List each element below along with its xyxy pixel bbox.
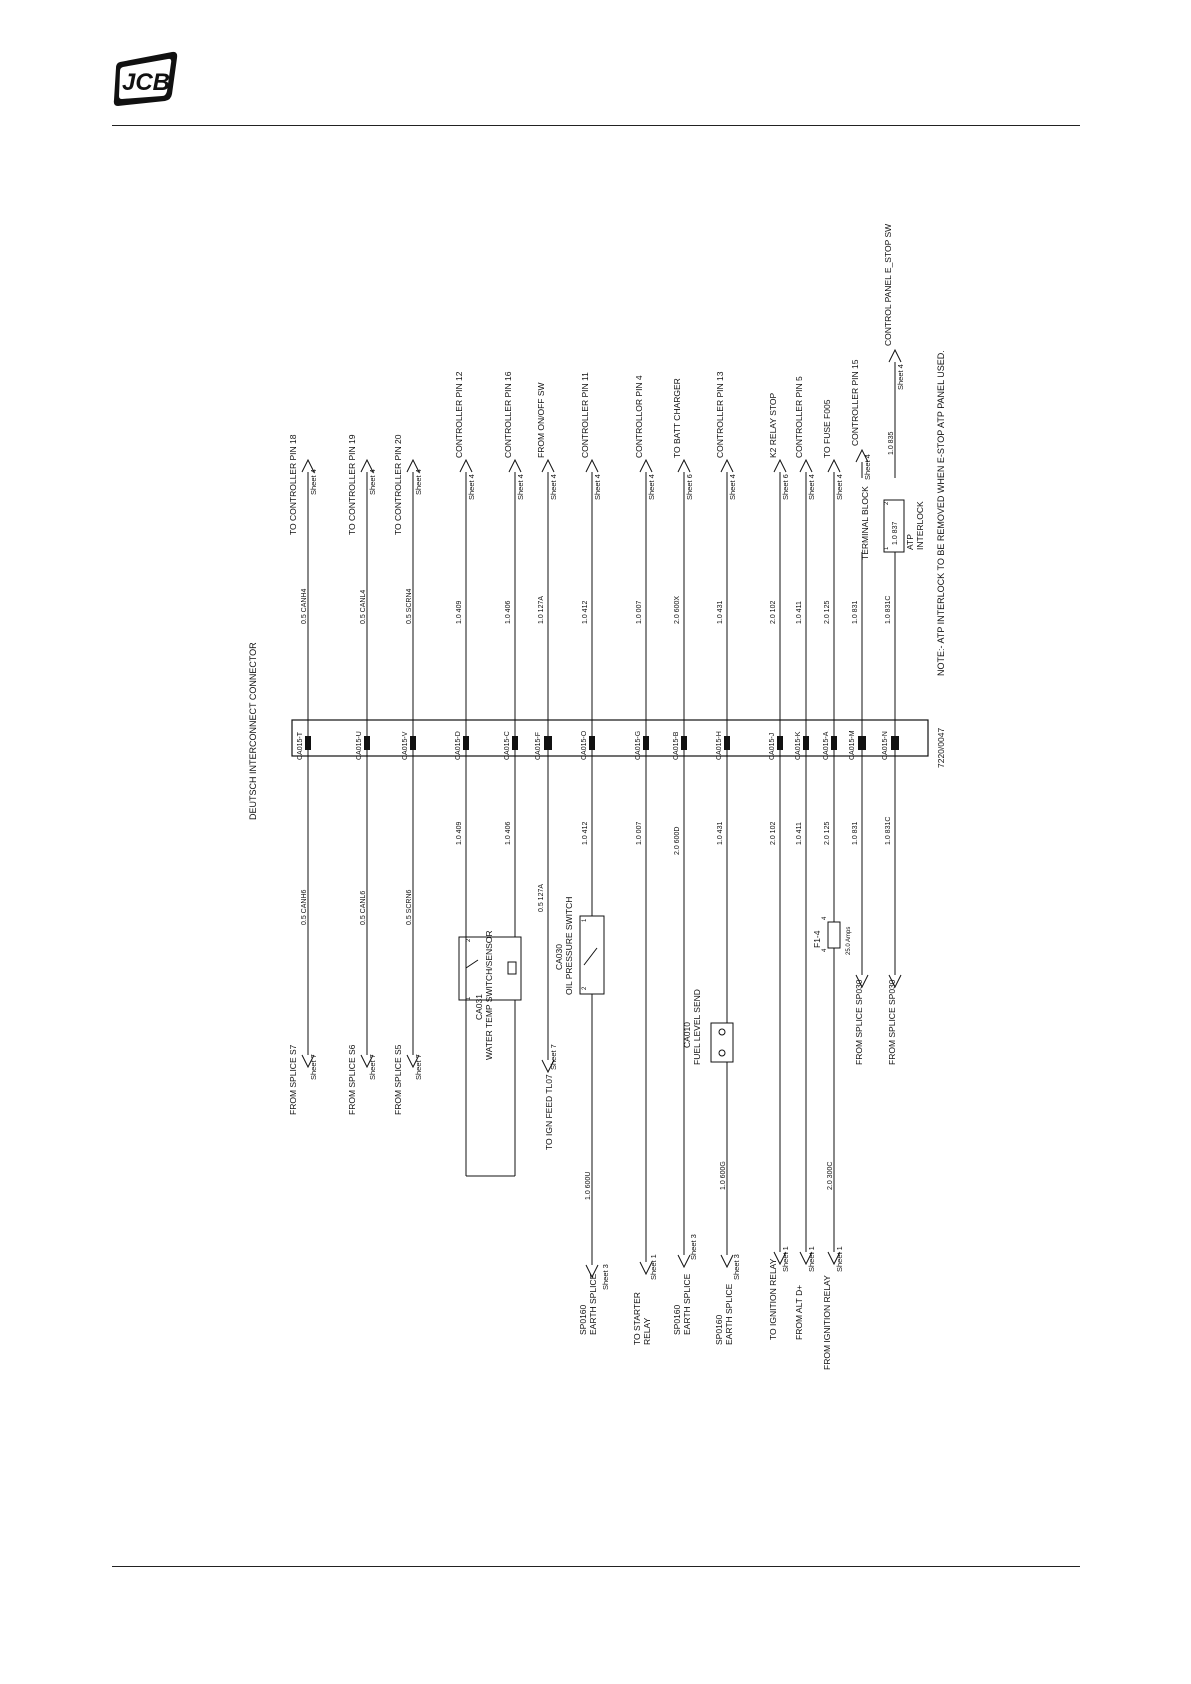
arrow-up-icon (678, 460, 690, 472)
destination-label: FROM ON/OFF SW (536, 382, 546, 458)
wire-label: 1.0 412 (582, 821, 589, 845)
component-name: FUEL LEVEL SEND (692, 989, 702, 1065)
wire-label: 1.0 406 (505, 821, 512, 845)
sheet-ref: Sheet 4 (835, 474, 844, 500)
wire-label: 0.5 CANL4 (360, 589, 367, 624)
component-id: CA030 (554, 944, 564, 970)
wire-label: 1.0 431 (717, 600, 724, 624)
destination-label: TO FUSE F005 (822, 399, 832, 458)
arrow-up-icon (460, 460, 472, 472)
wire-label: 2.0 102 (770, 821, 777, 845)
component-name: OIL PRESSURE SWITCH (564, 896, 574, 995)
wire-label: 1.0 412 (582, 600, 589, 624)
pin-label: CA015-K (795, 731, 802, 760)
sheet-ref: Sheet 4 (647, 474, 656, 500)
terminal-number: 1 (582, 918, 588, 922)
wire-label: 0.5 SCRN4 (406, 588, 413, 624)
pin-marker (544, 736, 552, 750)
pin-label: CA015-N (882, 731, 889, 760)
connector-title: DEUTSCH INTERCONNECT CONNECTOR (248, 642, 258, 820)
atp-label: ATP (905, 534, 915, 550)
source-label: SP0160 (578, 1304, 588, 1335)
source-label: FROM SPLICE S6 (347, 1044, 357, 1115)
source-label: RELAY (642, 1317, 652, 1345)
source-label: SP0160 (714, 1314, 724, 1345)
pin-label: CA015-U (356, 731, 363, 760)
sheet-ref: Sheet 3 (601, 1264, 610, 1290)
pin-marker (589, 736, 595, 750)
arrow-up-icon (640, 460, 652, 472)
arrow-up-icon (542, 460, 554, 472)
terminal-number: 1 (884, 546, 890, 550)
sheet-ref: Sheet 1 (835, 1246, 844, 1272)
source-label: FROM SPLICE S7 (288, 1044, 298, 1115)
sheet-ref: Sheet 4 (309, 469, 318, 495)
terminal-number: 1 (466, 996, 472, 1000)
wire-label: 2.0 600X (674, 595, 681, 624)
pin-marker (681, 736, 687, 750)
sheet-ref: Sheet 4 (516, 474, 525, 500)
sheet-ref: Sheet 7 (309, 1054, 318, 1080)
pin-marker (305, 736, 311, 750)
destination-label: CONTROLLOR PIN 4 (634, 375, 644, 458)
wire-label: 2.0 102 (770, 600, 777, 624)
terminal-icon (719, 1050, 725, 1056)
sheet-ref: Sheet 7 (368, 1054, 377, 1080)
resistor-icon (508, 962, 516, 974)
wire-label: 0.5 CANH6 (301, 889, 308, 925)
wire-label: 0.5 CANH4 (301, 588, 308, 624)
destination-label: CONTROLLER PIN 5 (794, 376, 804, 458)
pin-label: CA015-C (504, 731, 511, 760)
logo-text: JCB (121, 69, 171, 96)
terminal-number: 4 (822, 948, 828, 952)
wire-label: 2.0 125 (824, 821, 831, 845)
wire-label: 1.0 831 (852, 600, 859, 624)
fuse-icon (828, 922, 840, 948)
sheet-ref: Sheet 4 (593, 474, 602, 500)
wire-label: 1.0 406 (505, 600, 512, 624)
terminal-number: 2 (582, 986, 588, 990)
sheet-ref: Sheet 4 (414, 469, 423, 495)
source-label: FROM SPLICE S5 (393, 1044, 403, 1115)
arrow-up-icon (828, 460, 840, 472)
wire-label: 1.0 007 (636, 821, 643, 845)
source-label: TO IGNITION RELAY (768, 1258, 778, 1340)
wire-label: 1.0 411 (796, 822, 803, 845)
sheet-ref: Sheet 6 (685, 474, 694, 500)
wire-label: 1.0 837 (892, 521, 899, 545)
pin-label: CA015-O (581, 730, 588, 760)
pin-marker (858, 736, 866, 750)
arrow-up-icon (800, 460, 812, 472)
destination-label: CONTROLLER PIN 15 (850, 359, 860, 446)
sheet-ref: Sheet 1 (781, 1246, 790, 1272)
wire-label: 1.0 600G (720, 1161, 727, 1190)
destination-label: CONTROLLER PIN 16 (503, 371, 513, 458)
wire-label: 2.0 125 (824, 600, 831, 624)
arrow-up-icon (889, 350, 901, 362)
pin-marker (463, 736, 469, 750)
wire-label: 2.0 600D (674, 826, 681, 855)
pin-marker (512, 736, 518, 750)
arrow-up-icon (586, 460, 598, 472)
note-text: NOTE:- ATP INTERLOCK TO BE REMOVED WHEN E-STOP ATP PANEL USED. (936, 350, 946, 676)
pin-label: CA015-H (716, 731, 723, 760)
component-id: CA031 (474, 994, 484, 1020)
wire-label: 1.0 431 (717, 821, 724, 845)
sheet-ref: Sheet 4 (807, 474, 816, 500)
pin-marker (803, 736, 809, 750)
source-label: FROM ALT D+ (794, 1284, 804, 1340)
sheet-ref: Sheet 6 (781, 474, 790, 500)
component-id: CA010 (682, 1022, 692, 1048)
pin-marker (777, 736, 783, 750)
destination-label: TO BATT CHARGER (672, 378, 682, 458)
component-id: F1-4 (812, 930, 822, 948)
arrow-up-icon (721, 460, 733, 472)
destination-label: CONTROL PANEL E_STOP SW (883, 223, 893, 346)
pin-label: CA015-D (455, 731, 462, 760)
destination-label: TO CONTROLLER PIN 18 (288, 434, 298, 535)
terminal-number: 4 (822, 916, 828, 920)
destination-label: CONTROLLER PIN 11 (580, 372, 590, 458)
drawing-number: 7220/0047 (936, 727, 946, 768)
pin-label: CA015-B (673, 731, 680, 760)
pin-label: CA015-V (402, 731, 409, 760)
destination-label: TO CONTROLLER PIN 20 (393, 434, 403, 535)
pin-label: CA015-J (769, 732, 776, 760)
wire-label: 0.5 SCRN6 (406, 889, 413, 925)
source-label: FROM IGNITION RELAY (822, 1275, 832, 1370)
arrow-up-icon (774, 460, 786, 472)
pin-marker (831, 736, 837, 750)
sheet-ref: Sheet 4 (896, 364, 905, 390)
pin-marker (891, 736, 899, 750)
sheet-ref: Sheet 4 (467, 474, 476, 500)
pin-marker (364, 736, 370, 750)
component-name: WATER TEMP SWITCH/SENSOR (484, 930, 494, 1060)
source-label: SP0160 (672, 1304, 682, 1335)
sheet-ref: Sheet 3 (732, 1254, 741, 1280)
destination-label: CONTROLLER PIN 12 (454, 371, 464, 458)
wire-label: 2.0 300C (827, 1161, 834, 1190)
sheet-ref: Sheet 7 (549, 1044, 558, 1070)
terminal-number: 2 (466, 938, 472, 942)
source-label: EARTH SPLICE (724, 1283, 734, 1345)
destination-label: TO CONTROLLER PIN 19 (347, 434, 357, 535)
wire-label: 1.0 409 (456, 821, 463, 845)
source-label: TO STARTER (632, 1292, 642, 1345)
source-label: FROM SPLICE SP030 (887, 979, 897, 1065)
wire-label: 1.0 831 (852, 821, 859, 845)
wire-label: 1.0 831C (885, 595, 892, 624)
sheet-ref: Sheet 4 (549, 474, 558, 500)
pin-label: CA015-M (849, 730, 856, 760)
sheet-ref: Sheet 1 (649, 1254, 658, 1280)
pin-label: CA015-A (823, 731, 830, 760)
sheet-ref: Sheet 4 (368, 469, 377, 495)
source-label: FROM SPLICE SP030 (854, 979, 864, 1065)
source-label: EARTH SPLICE (682, 1273, 692, 1335)
sheet-ref: Sheet 7 (414, 1054, 423, 1080)
sheet-ref: Sheet 3 (689, 1234, 698, 1260)
source-label: EARTH SPLICE (588, 1273, 598, 1335)
pin-marker (410, 736, 416, 750)
destination-label: K2 RELAY STOP (768, 392, 778, 458)
wire-label: 1.0 600U (585, 1171, 592, 1200)
sheet-ref: Sheet 4 (728, 474, 737, 500)
switch-icon (466, 960, 478, 968)
pin-marker (643, 736, 649, 750)
pin-marker (724, 736, 730, 750)
pin-label: CA015-T (297, 731, 304, 760)
wire-label: 0.5 127A (538, 883, 545, 912)
terminal-number: 2 (884, 501, 890, 505)
wire-label: 1.0 409 (456, 600, 463, 624)
wire-label: 1.0 127A (538, 595, 545, 624)
pin-label: CA015-G (635, 730, 642, 760)
atp-label: INTERLOCK (915, 501, 925, 550)
terminal-block-label: TERMINAL BLOCK (860, 486, 870, 560)
wire-label: 1.0 411 (796, 601, 803, 624)
wire-label: 1.0 835 (888, 431, 895, 455)
switch-icon (584, 948, 597, 965)
wire-label: 1.0 007 (636, 600, 643, 624)
wire-label: 0.5 CANL6 (360, 890, 367, 925)
pin-label: CA015-F (535, 731, 542, 760)
sheet-ref: Sheet 1 (807, 1246, 816, 1272)
terminal-icon (719, 1029, 725, 1035)
source-label: TO IGN FEED TL07 (544, 1074, 554, 1150)
sheet-ref: Sheet 4 (863, 454, 872, 480)
fuse-rating: 25.0 Amps (846, 926, 852, 955)
arrow-up-icon (509, 460, 521, 472)
wire-label: 1.0 831C (885, 816, 892, 845)
destination-label: CONTROLLER PIN 13 (715, 371, 725, 458)
